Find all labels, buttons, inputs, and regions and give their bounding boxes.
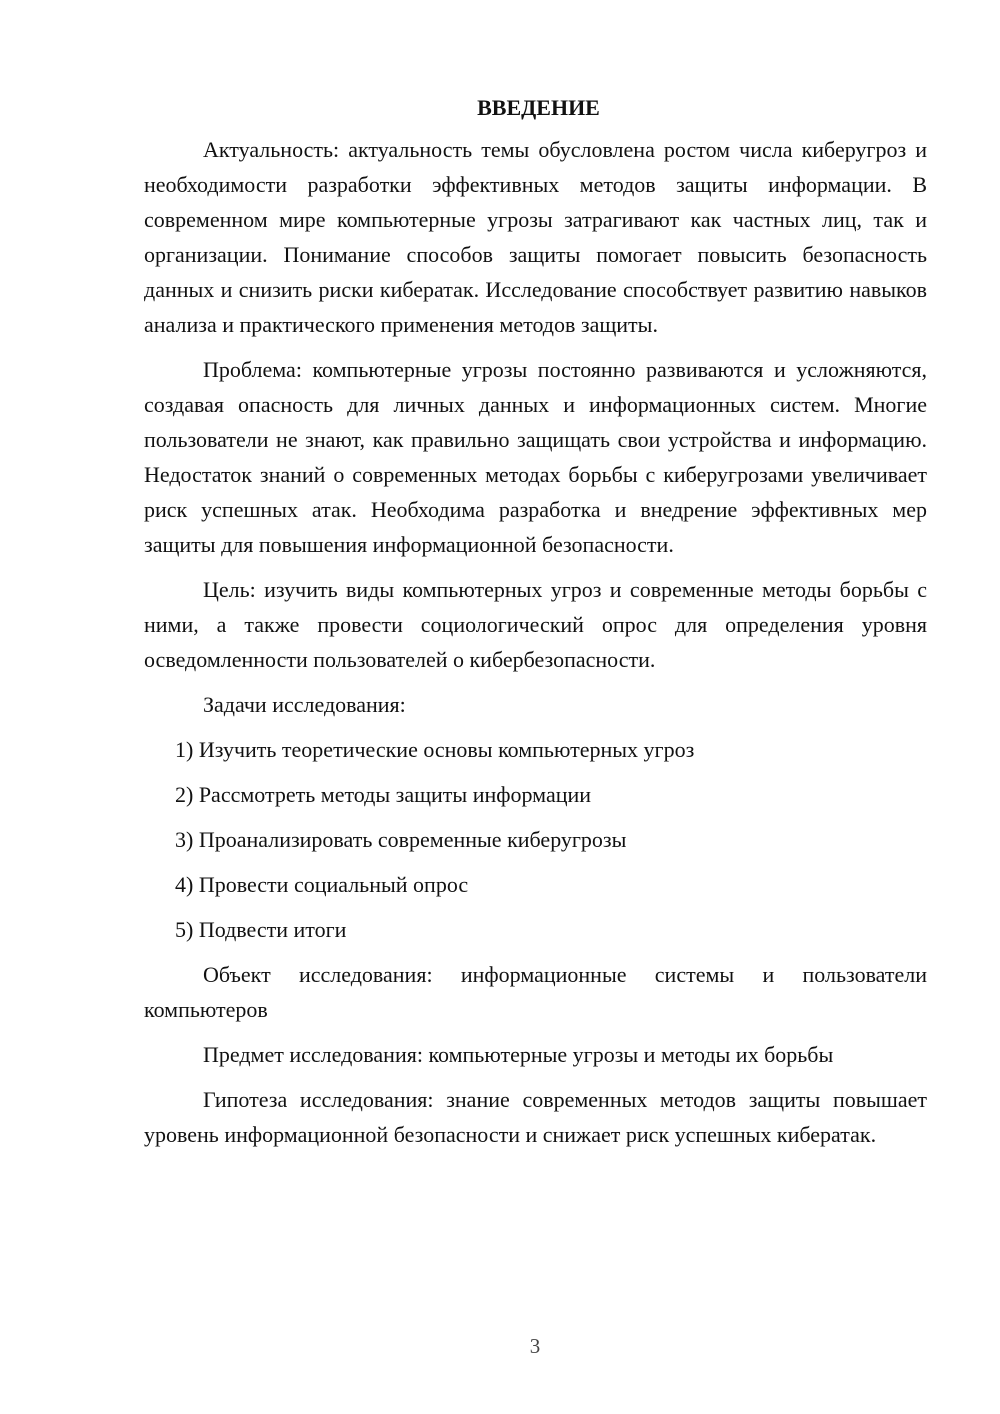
tasks-heading: Задачи исследования: bbox=[203, 692, 406, 717]
task-item-4: 4) Провести социальный опрос bbox=[175, 872, 469, 897]
object-paragraph: Объект исследования: информационные системы и пользователи компьютеров bbox=[144, 962, 927, 1022]
task-item-1: 1) Изучить теоретические основы компьютерных угроз bbox=[175, 737, 695, 762]
goal-paragraph: Цель: изучить виды компьютерных угроз и современные методы борьбы с ними, а также провести социологический опрос для определения уровня осведомленности пользователей о кибербезопасности. bbox=[144, 577, 927, 672]
document-body bbox=[144, 90, 927, 1152]
section-title: ВВЕДЕНИЕ bbox=[477, 95, 600, 120]
task-item-3: 3) Проанализировать современные киберугрозы bbox=[175, 827, 627, 852]
task-item-2: 2) Рассмотреть методы защиты информации bbox=[175, 782, 592, 807]
hypothesis-paragraph: Гипотеза исследования: знание современных методов защиты повышает уровень информационной безопасности и снижает риск успешных кибератак. bbox=[144, 1087, 927, 1147]
tasks-list bbox=[144, 732, 927, 947]
problem-paragraph: Проблема: компьютерные угрозы постоянно развиваются и усложняются, создавая опасность для личных данных и информационных систем. Многие пользователи не знают, как правильно защищать свои устройства и информацию. Недостаток знаний о современных методах борьбы с киберугрозами увеличивает риск успешных атак. Необходима разработка и внедрение эффективных мер защиты для повышения информационной безопасности. bbox=[144, 357, 927, 557]
subject-paragraph: Предмет исследования: компьютерные угрозы и методы их борьбы bbox=[203, 1042, 834, 1067]
relevance-paragraph: Актуальность: актуальность темы обусловлена ростом числа киберугроз и необходимости разработки эффективных методов защиты информации. В современном мире компьютерные угрозы затрагивают как частных лиц, так и организации. Понимание способов защиты помогает повысить безопасность данных и снизить риски кибератак. Исследование способствует развитию навыков анализа и практического применения методов защиты. bbox=[144, 137, 927, 337]
task-item-5: 5) Подвести итоги bbox=[175, 917, 347, 942]
page-number: 3 bbox=[529, 1334, 541, 1358]
